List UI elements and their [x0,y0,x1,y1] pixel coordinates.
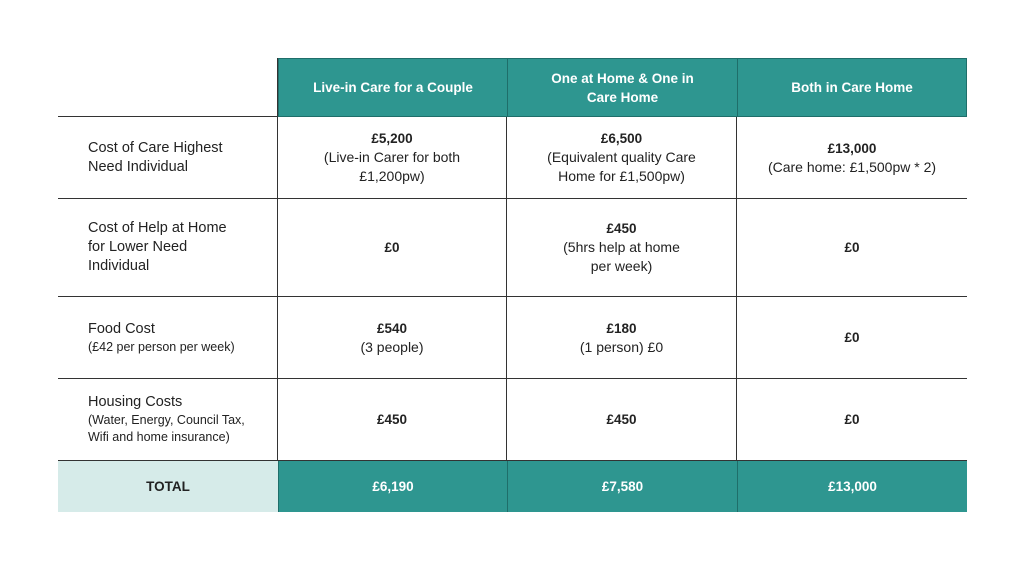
table-cell [507,199,737,297]
cell-amount: £540 [376,320,408,336]
column-header [278,58,507,117]
table-cell [278,117,507,199]
row-label-line: Need Individual [88,158,188,175]
total-value: £13,000 [737,461,967,512]
row-label-line: Housing Costs [88,394,183,410]
care-cost-table [58,58,967,512]
row-label-line: Cost of Care Highest [88,139,223,156]
cell-note: Home for £1,500pw) [558,168,685,184]
column-header-line: Live-in Care for a Couple [313,80,473,95]
row-label [58,199,278,297]
row-label [58,379,278,461]
row-label-note: (Water, Energy, Council Tax, [88,413,245,427]
column-header-line: Both in Care Home [791,80,913,95]
cell-note: £1,200pw) [359,168,425,184]
column-header-line: One at Home & One in [551,70,694,86]
cell-note: per week) [590,258,653,274]
total-label: TOTAL [58,461,278,512]
cell-amount: £0 [844,412,860,427]
cell-note: (5hrs help at home [563,239,680,255]
cell-amount: £180 [606,320,637,336]
cell-amount: £13,000 [827,140,877,156]
cell-note: (3 people) [360,338,424,355]
header-empty-cell [58,58,278,117]
total-value: £6,190 [278,461,507,512]
row-label-note: (£42 per person per week) [88,339,235,354]
column-header-line: Care Home [586,89,659,105]
table-cell [737,199,967,297]
table-cell [737,379,967,461]
row-label-line: Individual [88,258,150,274]
row-label-line: Food Cost [88,320,155,337]
column-header [737,58,967,117]
cell-amount: £6,500 [600,131,643,146]
cell-amount: £0 [844,330,860,345]
row-label-line: for Lower Need [88,239,188,255]
cell-note: (Live-in Carer for both [323,149,461,165]
table-cell [507,379,737,461]
cell-amount: £450 [606,412,637,427]
column-header [507,58,737,117]
table-cell [278,379,507,461]
row-label-note: Wifi and home insurance) [88,430,230,444]
cell-amount: £0 [844,240,860,255]
row-label [58,297,278,379]
cell-amount: £0 [384,240,400,255]
table-cell [737,297,967,379]
total-value: £7,580 [507,461,737,512]
row-label-line: Cost of Help at Home [88,220,227,236]
row-label [58,117,278,199]
table-cell [737,117,967,199]
table-cell [507,297,737,379]
cell-amount: £450 [606,221,637,236]
cell-amount: £450 [376,412,408,427]
table-cell [507,117,737,199]
cell-note: (1 person) £0 [579,338,664,355]
cell-note: (Equivalent quality Care [547,149,696,165]
table-cell [278,199,507,297]
cell-note: (Care home: £1,500pw * 2) [767,158,937,175]
cell-amount: £5,200 [371,131,413,146]
table-cell [278,297,507,379]
